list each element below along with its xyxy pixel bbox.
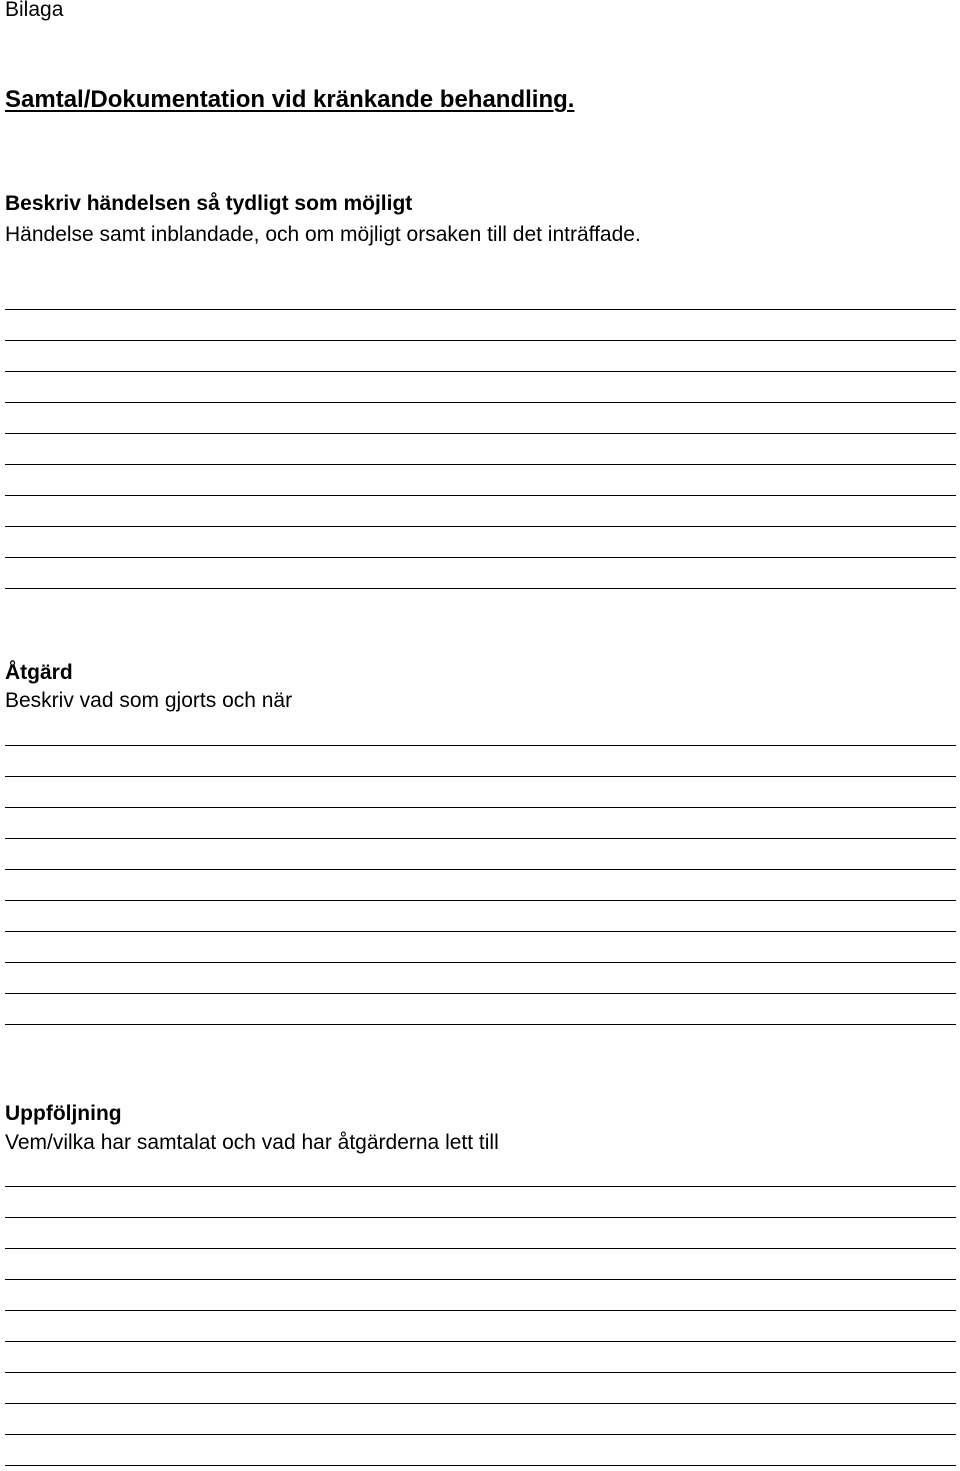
writing-line[interactable] [5,1403,956,1404]
writing-line[interactable] [5,371,956,372]
writing-line[interactable] [5,1372,956,1373]
writing-line[interactable] [5,962,956,963]
writing-line[interactable] [5,807,956,808]
writing-line[interactable] [5,1465,956,1466]
writing-line[interactable] [5,1217,956,1218]
writing-line[interactable] [5,526,956,527]
writing-line[interactable] [5,557,956,558]
writing-line[interactable] [5,1341,956,1342]
section-heading-action: Åtgärd [5,661,73,684]
writing-line[interactable] [5,1024,956,1025]
writing-line[interactable] [5,838,956,839]
writing-line[interactable] [5,340,956,341]
writing-line[interactable] [5,900,956,901]
writing-line[interactable] [5,402,956,403]
writing-line[interactable] [5,869,956,870]
section-heading-incident: Beskriv händelsen så tydligt som möjligt [5,192,413,215]
writing-line[interactable] [5,495,956,496]
writing-line[interactable] [5,309,956,310]
writing-line[interactable] [5,776,956,777]
writing-line[interactable] [5,588,956,589]
section-heading-follow-up: Uppföljning [5,1102,122,1125]
writing-line[interactable] [5,1248,956,1249]
document-title: Samtal/Dokumentation vid kränkande behandling. [5,86,575,113]
section-text-incident: Händelse samt inblandade, och om möjligt orsaken till det inträffade. [5,223,641,246]
attachment-label: Bilaga [5,0,64,21]
writing-line[interactable] [5,1434,956,1435]
writing-line[interactable] [5,745,956,746]
writing-line[interactable] [5,464,956,465]
writing-line[interactable] [5,931,956,932]
section-text-action: Beskriv vad som gjorts och när [5,689,293,712]
section-text-follow-up: Vem/vilka har samtalat och vad har åtgärderna lett till [5,1131,499,1154]
writing-line[interactable] [5,993,956,994]
writing-line[interactable] [5,1310,956,1311]
writing-line[interactable] [5,1279,956,1280]
writing-line[interactable] [5,433,956,434]
writing-line[interactable] [5,1186,956,1187]
